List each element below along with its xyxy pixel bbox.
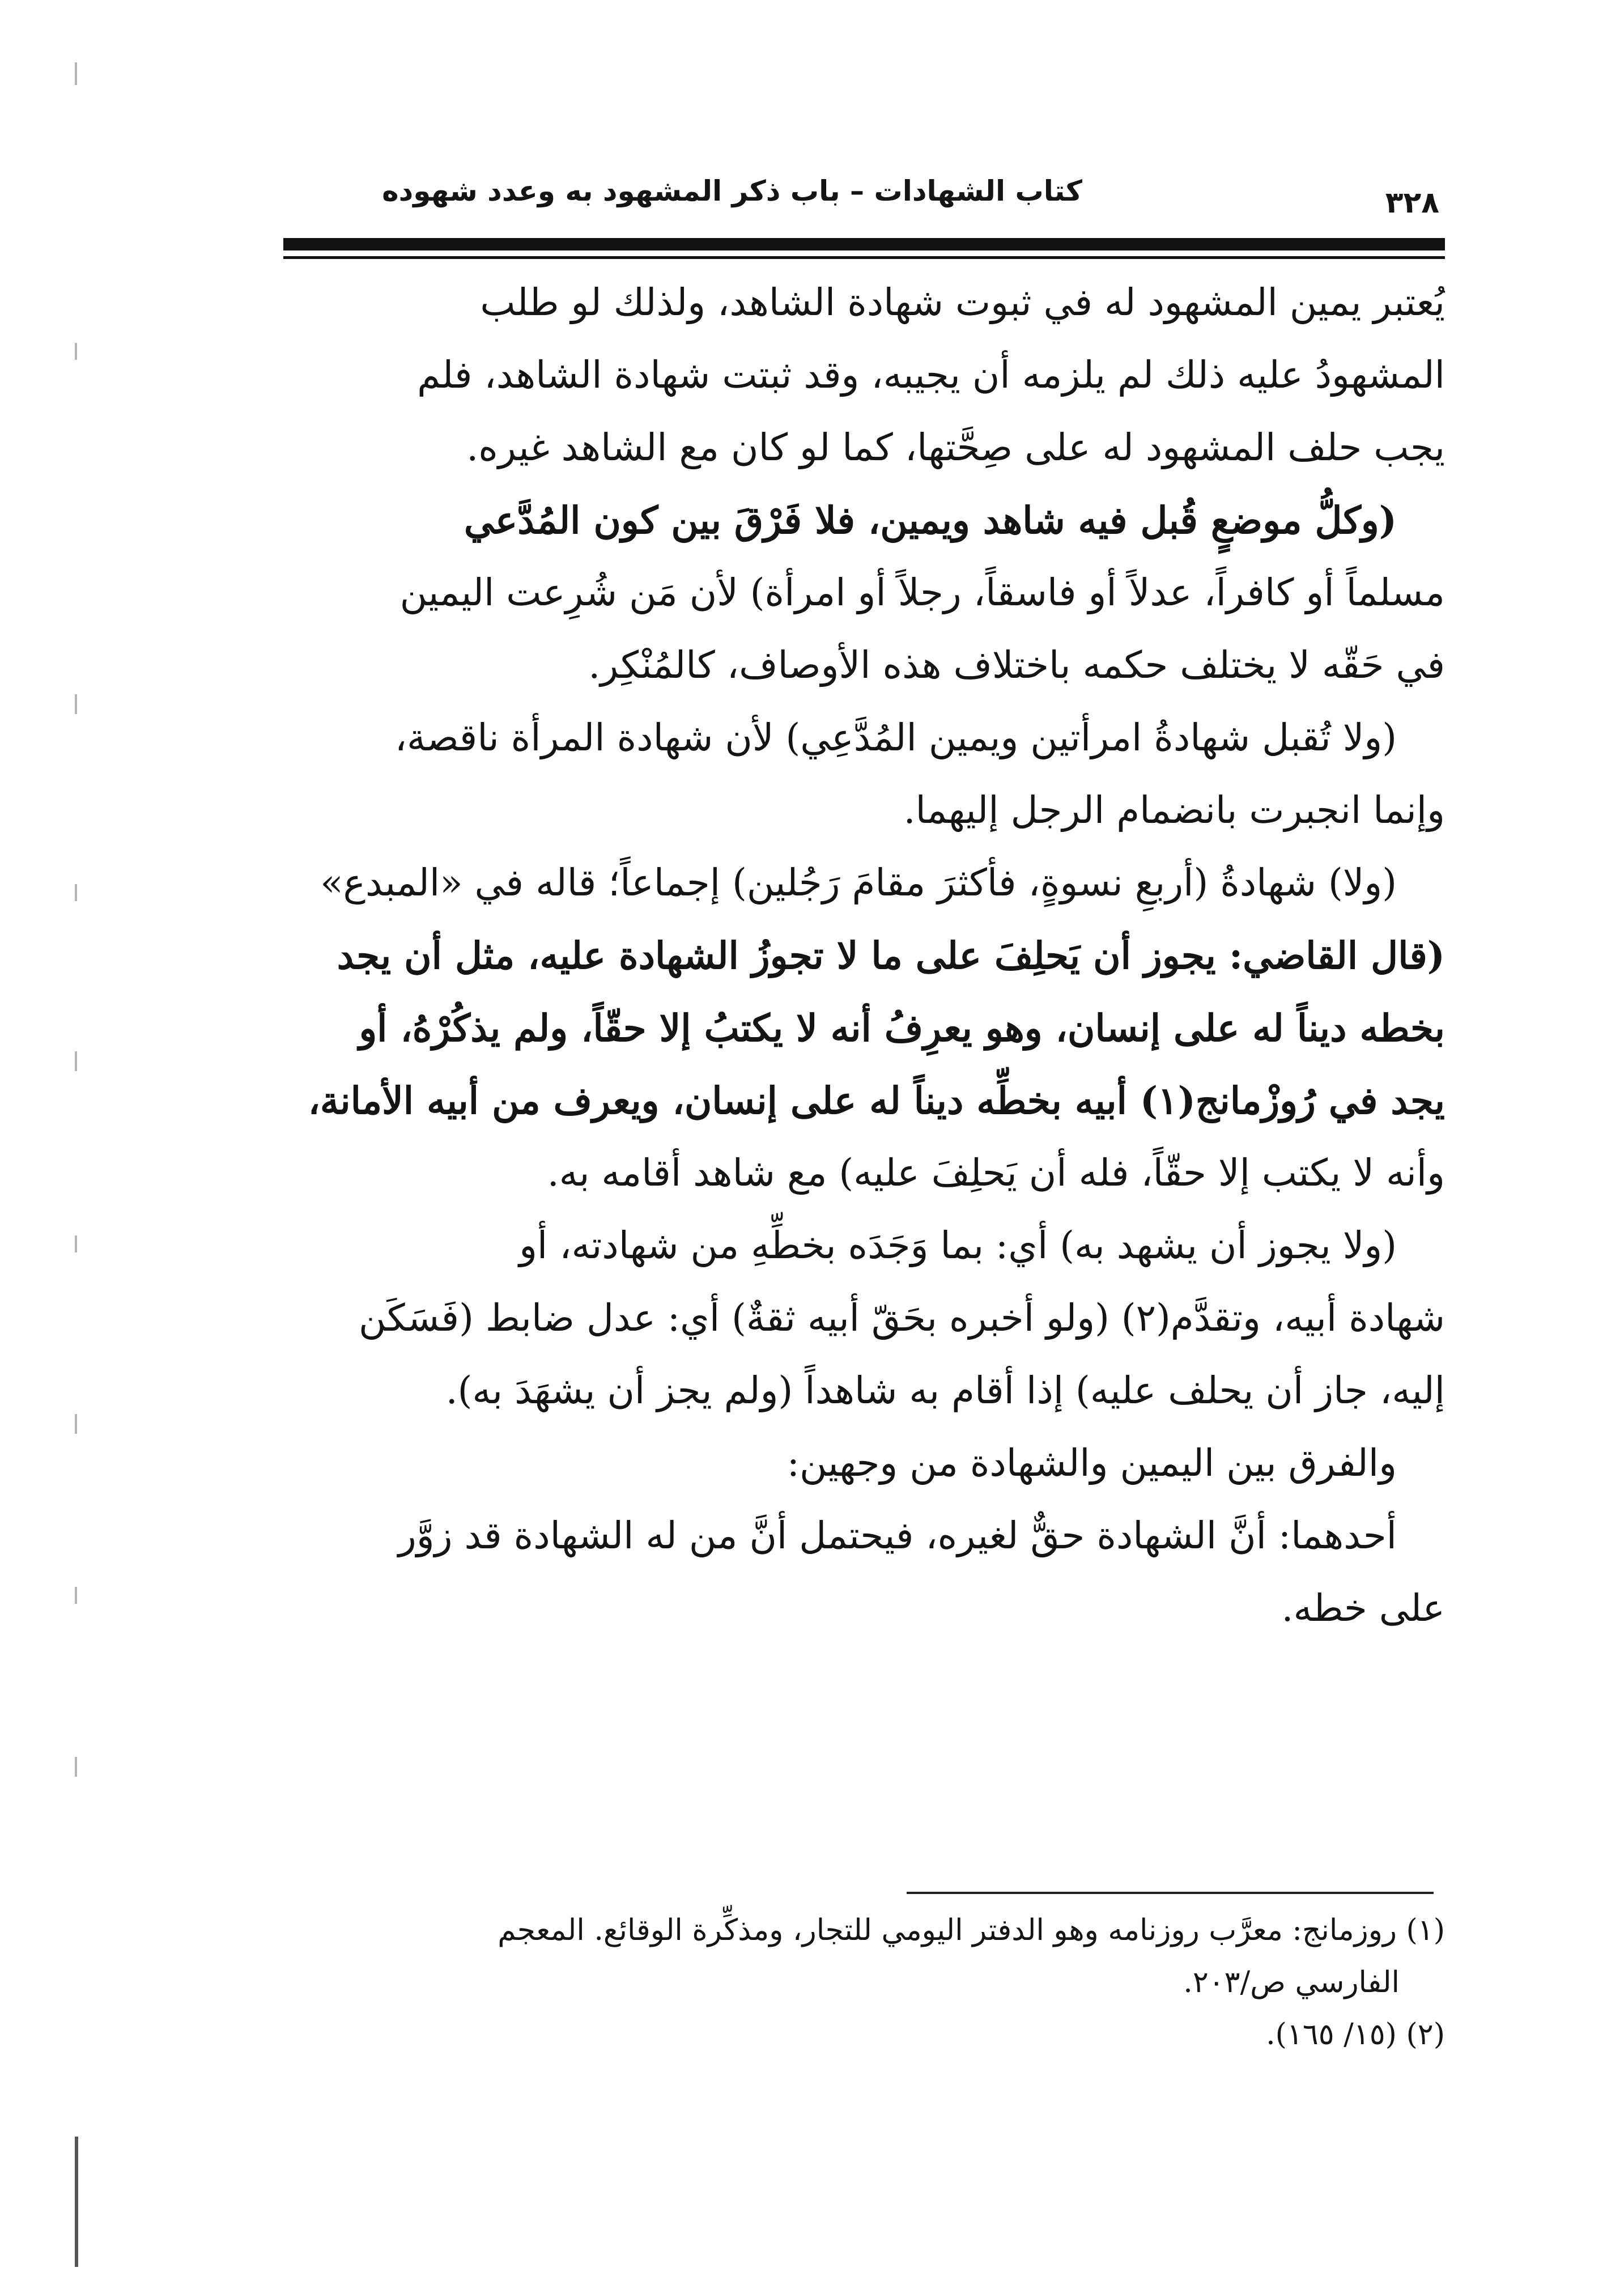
scan-edge-mark — [75, 2137, 78, 2267]
scan-edge-mark — [75, 694, 77, 714]
header-rule-thin — [283, 256, 1445, 259]
header-rule-thick — [283, 238, 1445, 250]
footnote-line: (١) روزمانج: معرَّب روزنامه وهو الدفتر اليومي للتجار، ومذكِّرة الوقائع. المعجم — [498, 1913, 1445, 1947]
body-text — [272, 266, 1445, 1645]
scan-edge-mark — [75, 1235, 77, 1252]
body-line: شهادة أبيه، وتقدَّم(٢) (ولو أخبره بحَقّ أبيه ثقةٌ) أي: عدل ضابط (فَسَكَن — [358, 1296, 1445, 1340]
running-header-title: كتاب الشهادات – باب ذكر المشهود به وعدد شهوده — [382, 175, 1082, 207]
scan-edge-mark — [75, 1051, 77, 1071]
body-line: وأنه لا يكتب إلا حقّاً، فله أن يَحلِفَ عليه) مع شاهد أقامه به. — [547, 1151, 1445, 1195]
body-line: بخطه ديناً له على إنسان، وهو يعرِفُ أنه لا يكتبُ إلا حقّاً، ولم يذكُرْهُ، أو — [359, 1006, 1445, 1050]
scan-edge-mark — [75, 1587, 77, 1604]
body-line: (وكلُّ موضعٍ قُبل فيه شاهد ويمين، فلا فَرْقَ بين كون المُدَّعي — [464, 498, 1397, 542]
body-line: (ولا) شهادةُ (أربعِ نسوةٍ، فأكثرَ مقامَ رَجُلين) إجماعاً؛ قاله في «المبدع» — [320, 861, 1397, 905]
body-line: والفرق بين اليمين والشهادة من وجهين: — [787, 1441, 1397, 1485]
body-line: يجد في رُوزْمانج(١) أبيه بخطِّه ديناً له على إنسان، ويعرف من أبيه الأمانة، — [308, 1078, 1445, 1123]
body-line: إليه، جاز أن يحلف عليه) إذا أقام به شاهداً (ولم يجز أن يشهَدَ به). — [445, 1369, 1445, 1412]
body-line: (ولا تُقبل شهادةُ امرأتين ويمين المُدَّعِي) لأن شهادة المرأة ناقصة، — [394, 716, 1397, 759]
body-line: (ولا يجوز أن يشهد به) أي: بما وَجَدَه بخطِّهِ من شهادته، أو — [519, 1224, 1397, 1267]
body-line: على خطه. — [1281, 1586, 1445, 1630]
footnote-separator — [907, 1892, 1434, 1894]
body-line: وإنما انجبرت بانضمام الرجل إليهما. — [903, 788, 1445, 832]
body-line: المشهودُ عليه ذلك لم يلزمه أن يجيبه، وقد ثبتت شهادة الشاهد، فلم — [417, 353, 1445, 397]
scan-edge-mark — [75, 884, 77, 901]
scan-edge-mark — [75, 62, 77, 85]
footnote-line: الفارسي ص/٢٠٣. — [1183, 1965, 1400, 1999]
body-line: يجب حلف المشهود له على صِحَّتها، كما لو كان مع الشاهد غيره. — [466, 426, 1445, 469]
footnotes — [272, 1904, 1445, 2061]
body-line: يُعتبر يمين المشهود له في ثبوت شهادة الشاهد، ولذلك لو طلب — [480, 281, 1445, 324]
body-line: مسلماً أو كافراً، عدلاً أو فاسقاً، رجلاً أو امرأة) لأن مَن شُرِعت اليمين — [399, 571, 1445, 614]
body-line: (قال القاضي: يجوز أن يَحلِفَ على ما لا تجوزُ الشهادة عليه، مثل أن يجد — [337, 933, 1445, 978]
body-line: أحدهما: أنَّ الشهادة حقٌّ لغيره، فيحتمل أنَّ من له الشهادة قد زوَّر — [398, 1514, 1397, 1557]
scan-edge-mark — [75, 1414, 77, 1434]
footnote-line: (٢) (١٥/ ١٦٥). — [1266, 2018, 1445, 2052]
scan-edge-mark — [75, 1757, 77, 1777]
scan-edge-mark — [75, 343, 77, 360]
page-number: ٣٢٨ — [1385, 186, 1439, 220]
body-line: في حَقّه لا يختلف حكمه باختلاف هذه الأوصاف، كالمُنْكِر. — [588, 643, 1445, 687]
